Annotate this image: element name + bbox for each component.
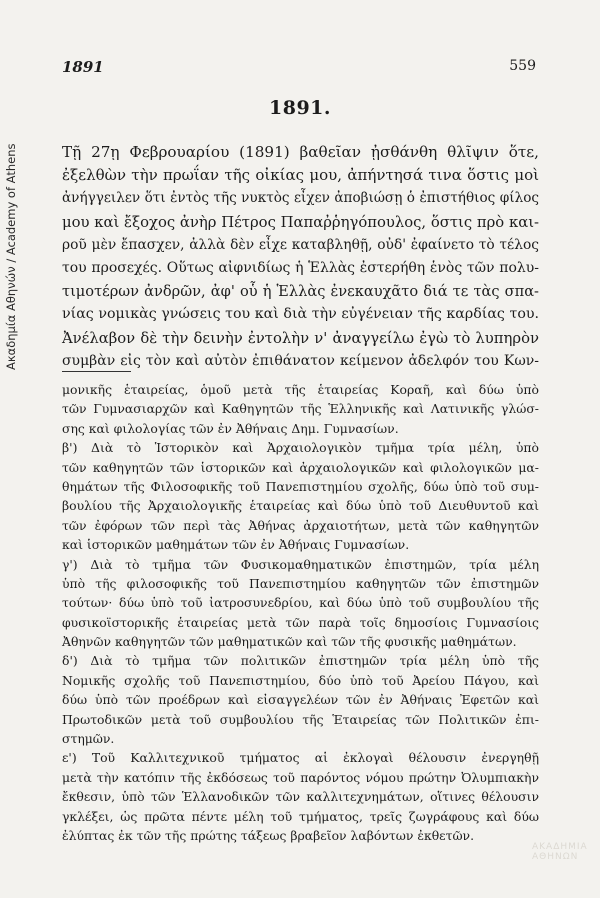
footnote-line: γ') Διὰ τὸ τμῆμα τῶν Φυσικομαθηματικῶν ἐπιστημῶν, τρία μέλη — [62, 556, 539, 572]
academy-watermark-vertical — [4, 40, 34, 370]
footnote-line: τῶν ἐφόρων τῶν περὶ τὰς Ἀθήνας ἀρχαιοτήτων, μετὰ τῶν καθηγητῶν — [62, 517, 539, 533]
body-line: συμβὰν εἰς τὸν καὶ αὐτὸν ἐπιθάνατον κείμενον ἀδελφόν του Κων- — [62, 352, 539, 369]
footnote-line: Νομικῆς σχολῆς τοῦ Πανεπιστημίου, δύο ὑπὸ τοῦ Ἀρείου Πάγου, καὶ — [62, 672, 539, 688]
footnote-line: σης καὶ φιλολογίας τῶν ἐν Ἀθήναις Δημ. Γυμνασίων. — [62, 420, 399, 436]
body-line: ἀνήγγειλεν ὅτι ἐντὸς τῆς νυκτὸς εἶχεν ἀποβιώσῃ ὁ ἐπιστήθιος φίλος — [62, 190, 539, 207]
section-title: 1891. — [269, 97, 331, 119]
page-number: 559 — [509, 58, 536, 74]
running-header — [62, 58, 536, 78]
footnote-text — [62, 380, 539, 845]
footnote-line: ὑπὸ τῆς φιλοσοφικῆς τοῦ Πανεπιστημίου καθηγητῶν τῶν ἐπιστημῶν — [62, 575, 539, 591]
footnote-line: μετὰ τὴν κατόπιν τῆς ἐκδόσεως τοῦ παρόντος νόμου πρώτην Ὀλυμπιακὴν — [62, 769, 539, 785]
footnote-line: μονικῆς ἑταιρείας, ὁμοῦ μετὰ τῆς ἑταιρείας Κοραῆ, καὶ δύω ὑπὸ — [62, 382, 539, 397]
body-line: Ἀνέλαβον δὲ τὴν δεινὴν ἐντολὴν ν' ἀναγγείλω ἐγὼ τὸ λυπηρὸν — [62, 329, 539, 347]
body-line: τιμοτέρων ἀνδρῶν, ἀφ' οὗ ἡ Ἑλλὰς ἐνεκαυχᾶτο διά τε τὰς σπα- — [62, 283, 539, 301]
footnote-line: βουλίου τῆς Ἀρχαιολογικῆς ἑταιρείας καὶ δύω ὑπὸ τοῦ Διευθυντοῦ καὶ — [62, 498, 539, 514]
footnote-line: τούτων· δύω ὑπὸ τοῦ ἰατροσυνεδρίου, καὶ δύω ὑπὸ τοῦ συμβουλίου τῆς — [62, 595, 539, 611]
body-text — [62, 141, 539, 373]
body-line: ἐξελθὼν τὴν πρωΐαν τῆς οἰκίας μου, ἀπήντησά τινα ὅστις μοὶ — [62, 166, 539, 185]
footnote-line: ε') Τοῦ Καλλιτεχνικοῦ τμήματος αἱ ἐκλογαὶ θέλουσιν ἐνεργηθῇ — [62, 750, 539, 766]
footnote-line: καὶ ἱστορικῶν μαθημάτων τῶν ἐν Ἀθήναις Γυμνασίων. — [62, 537, 410, 553]
footnote-line: δ') Διὰ τὸ τμῆμα τῶν πολιτικῶν ἐπιστημῶν τρία μέλη ὑπὸ τῆς — [62, 653, 539, 669]
footer-watermark-text: ΑΚΑΔΗΜΙΑ ΑΘΗΝΩΝ — [532, 842, 588, 862]
footnote-line: Ἀθηνῶν καθηγητῶν τῶν μαθηματικῶν καὶ τῶν τῆς φυσικῆς μαθημάτων. — [62, 634, 517, 650]
footnote-line: θημάτων τῆς Φιλοσοφικῆς τοῦ Πανεπιστημίου σχολῆς, δύω ὑπὸ τοῦ συμ- — [62, 478, 539, 494]
footnote-line: ἐλύπτας ἐκ τῶν τῆς πρώτης τάξεως βραβεῖον λαβόντων ἐκθετῶν. — [62, 827, 475, 843]
body-line: Τῇ 27ῃ Φεβρουαρίου (1891) βαθεῖαν ᾐσθάνθη θλῖψιν ὅτε, — [62, 143, 539, 161]
body-line: νίας νομικὰς γνώσεις του καὶ διὰ τὴν εὐγένειαν τῆς καρδίας του. — [62, 306, 539, 323]
footer-watermark — [420, 818, 595, 878]
footnote-separator — [62, 371, 131, 372]
watermark-text: Ακαδημία Αθηνών / Academy of Athens — [4, 143, 18, 370]
footnote-line: δύω ὑπὸ τῶν προέδρων καὶ εἰσαγγελέων τῶν ἐν Ἀθήναις Ἐφετῶν καὶ — [62, 692, 539, 708]
body-line: του προσεχές. Οὕτως αἰφνιδίως ἡ Ἑλλὰς ἐστερήθη ἑνὸς τῶν πολυ- — [62, 259, 539, 276]
footnote-line: στημῶν. — [62, 731, 115, 747]
body-line: μου καὶ ἔξοχος ἀνὴρ Πέτρος Παπαῤῥηγόπουλος, ὅστις πρὸ και- — [62, 213, 539, 231]
footnote-line: ἔκθεσιν, ὑπὸ τῶν Ἑλλανοδικῶν τῶν καλλιτεχνημάτων, οἵτινες θέλουσιν — [62, 789, 539, 805]
footnote-line: τῶν Γυμνασιαρχῶν καὶ Καθηγητῶν τῆς Ἑλληνικῆς καὶ Λατινικῆς γλώσ- — [62, 401, 539, 417]
body-line: ροῦ μὲν ἔπασχεν, ἀλλὰ δὲν εἶχε καταβληθῇ, οὐδ' ἐφαίνετο τὸ τέλος — [62, 236, 539, 253]
footnote-line: Πρωτοδικῶν μετὰ τοῦ συμβουλίου τῆς Ἑταιρείας τῶν Πολιτικῶν ἐπι- — [62, 711, 539, 727]
footnote-line: γκλέξει, ὡς πρῶτα πέντε μέλη τοῦ τμήματος, τρεῖς ζωγράφους καὶ δύω — [62, 808, 539, 824]
footnote-line: β') Διὰ τὸ Ἱστορικὸν καὶ Ἀρχαιολογικὸν τμῆμα τρία μέλη, ὑπὸ — [62, 440, 539, 456]
header-year: 1891 — [62, 58, 104, 76]
footnote-line: τῶν καθηγητῶν τῶν ἱστορικῶν καὶ ἀρχαιολογικῶν καὶ φιλολογικῶν μα- — [62, 459, 539, 475]
footnote-line: φυσικοϊστορικῆς ἑταιρείας μετὰ τῶν παρὰ τοῖς δημοσίοις Γυμνασίοις — [62, 614, 539, 630]
